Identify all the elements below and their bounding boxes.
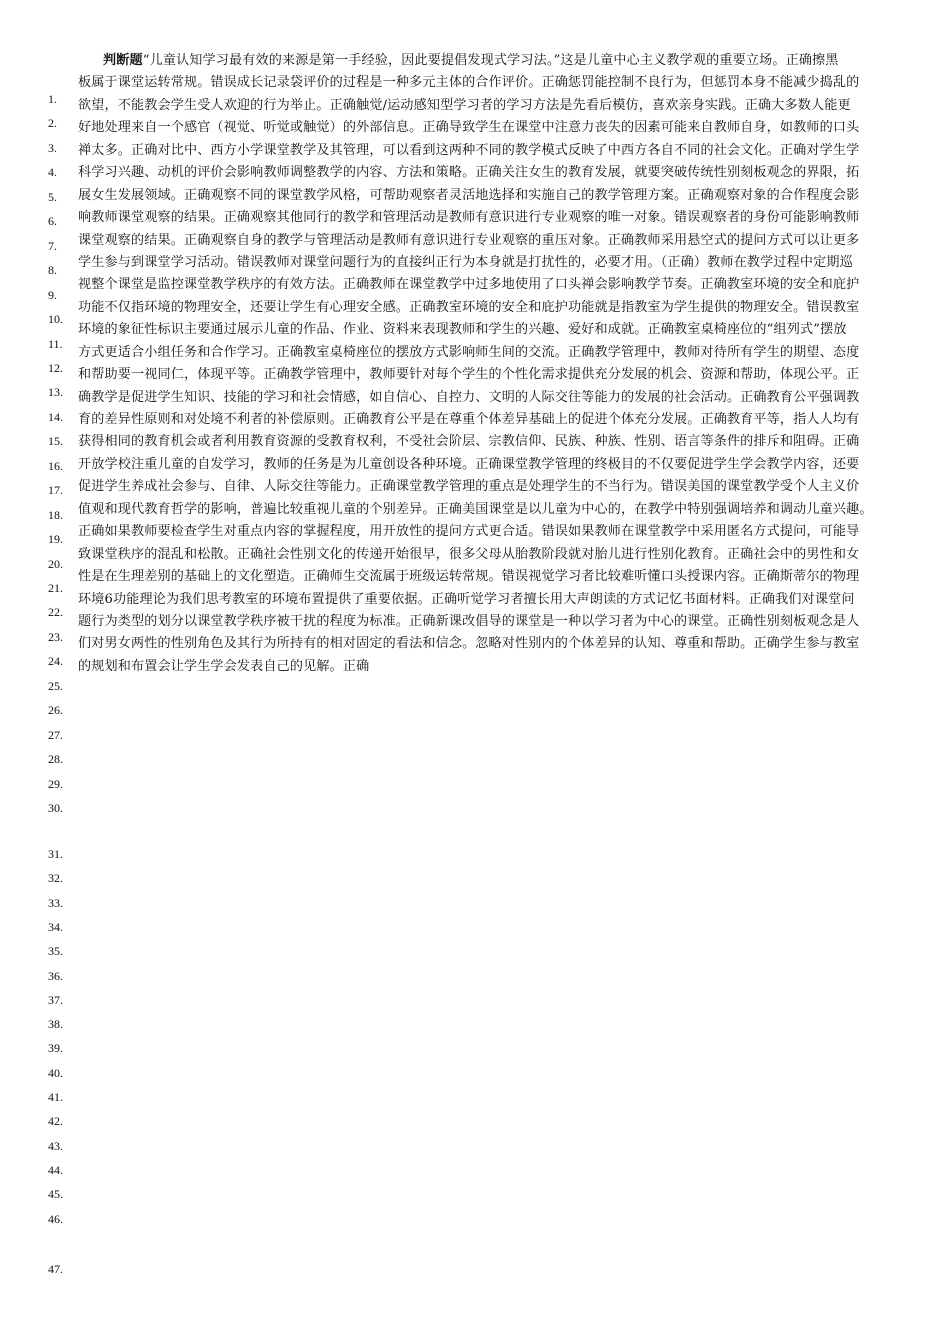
text-line-content: 板属于课堂运转常规。错误成长记录袋评价的过程是一种多元主体的合作评价。正确惩罚能控制不良行为，但惩罚本身不能减少捣乱的 — [78, 75, 860, 91]
line-number: 17. — [48, 483, 63, 498]
line-number: 29. — [48, 776, 63, 791]
line-number: 2. — [48, 116, 57, 131]
text-line — [78, 252, 900, 274]
text-line — [78, 185, 900, 207]
text-line — [78, 454, 900, 476]
line-number: 38. — [48, 1017, 63, 1032]
line-number: 30. — [48, 801, 63, 816]
line-number: 43. — [48, 1138, 63, 1153]
line-number: 31. — [48, 847, 63, 861]
section-heading: 判断题 — [103, 53, 143, 68]
line-number: 1. — [48, 92, 57, 106]
text-line-content: 功能不仅指环境的物理安全，还要让学生有心理安全感。正确教室环境的安全和庇护功能就是指教室为学生提供的物理安全。错误教室 — [78, 299, 860, 315]
text-line — [78, 274, 900, 296]
text-line-content: 好地处理来自一个感官（视觉、听觉或触觉）的外部信息。正确导致学生在课堂中注意力丧失的因素可能来自教师自身，如教师的口头 — [78, 120, 860, 136]
line-number: 5. — [48, 189, 57, 204]
text-line-content: 展女生发展领域。正确观察不同的课堂教学风格，可帮助观察者灵活地选择和实施自己的教学管理方案。正确观察对象的合作程度会影 — [78, 187, 860, 203]
text-line-content: 题行为类型的划分以课堂教学秩序被干扰的程度为标准。正确新课改倡导的课堂是一种以学习者为中心的课堂。正确性别刻板观念是人 — [78, 613, 860, 629]
line-number: 4. — [48, 165, 57, 180]
text-line — [78, 589, 900, 611]
text-line-content: 获得相同的教育机会或者利用教育资源的受教育权利，不受社会阶层、宗教信仰、民族、种族、性别、语言等条件的排斥和阻碍。正确 — [78, 434, 860, 450]
text-line-content: 的规划和布置会让学生学会发表自己的见解。正确 — [78, 658, 370, 674]
line-number: 47. — [48, 1262, 63, 1276]
text-line-content: 促进学生养成社会参与、自律、人际交往等能力。正确课堂教学管理的重点是处理学生的不当行为。错误美国的课堂教学受个人主义价 — [78, 479, 860, 495]
text-line-content: 课堂观察的结果。正确观察自身的教学与管理活动是教师有意识进行专业观察的重压对象。正确教师采用悬空式的提问方式可以让更多 — [78, 232, 860, 248]
text-line — [78, 342, 900, 364]
text-line — [78, 544, 900, 566]
text-line-content: 禅太多。正确对比中、西方小学课堂教学及其管理，可以看到这两种不同的教学模式反映了中西方各自不同的社会文化。正确对学生学 — [78, 142, 860, 158]
line-number: 36. — [48, 968, 63, 983]
text-line — [78, 319, 900, 341]
line-number: 42. — [48, 1114, 63, 1129]
text-line — [78, 297, 900, 319]
line-number: 35. — [48, 944, 63, 959]
text-line-content: 视整个课堂是监控课堂教学秩序的有效方法。正确教师在课堂教学中过多地使用了口头禅会影响教学节奏。正确教室环境的安全和庇护 — [78, 277, 860, 293]
line-number: 39. — [48, 1041, 63, 1056]
text-line — [78, 387, 900, 409]
line-number: 7. — [48, 238, 57, 253]
text-line — [78, 117, 900, 139]
text-line — [78, 409, 900, 431]
text-line-content: 开放学校注重儿童的自发学习，教师的任务是为儿童创设各种环境。正确课堂教学管理的终极目的不仅要促进学生学会教学内容，还要 — [78, 456, 860, 472]
line-number: 41. — [48, 1090, 63, 1104]
line-number: 19. — [48, 532, 63, 547]
line-number: 37. — [48, 992, 63, 1007]
line-number: 32. — [48, 871, 63, 886]
text-line-content: 们对男女两性的性别角色及其行为所持有的相对固定的看法和信念。忽略对性别内的个体差异的认知、尊重和帮助。正确学生参与教室 — [78, 636, 860, 652]
text-line — [78, 521, 900, 543]
line-number: 25. — [48, 678, 63, 693]
line-number: 33. — [48, 895, 63, 910]
text-line — [78, 72, 900, 94]
line-number: 13. — [48, 385, 63, 400]
line-number: 20. — [48, 556, 63, 571]
text-line-content: 科学习兴趣、动机的评价会影响教师调整教学的内容、方法和策略。正确关注女生的教育发展，就要突破传统性别刻板观念的界限，拓 — [78, 165, 860, 181]
text-line — [78, 364, 900, 386]
text-line-content: 育的差异性原则和对处境不利者的补偿原则。正确教育公平是在尊重个体差异基础上的促进个体充分发展。正确教育平等，指人人均有 — [78, 412, 860, 427]
line-number: 40. — [48, 1065, 63, 1080]
text-line-content: “儿童认知学习最有效的来源是第一手经验，因此要提倡发现式学习法。”这是儿童中心主义教学观的重要立场。正确擦黑 — [142, 53, 839, 68]
text-line — [78, 476, 900, 498]
line-number: 9. — [48, 287, 57, 302]
line-number: 27. — [48, 727, 63, 742]
text-line — [78, 207, 900, 229]
line-number: 34. — [48, 919, 63, 934]
text-line — [78, 656, 900, 678]
text-line — [78, 633, 900, 655]
line-number: 15. — [48, 434, 63, 449]
text-line — [78, 50, 900, 72]
text-line — [78, 611, 900, 633]
text-line-content: 环境的象征性标识主要通过展示儿童的作品、作业、资料来表现教师和学生的兴趣、爱好和成就。正确教室桌椅座位的“组列式”摆放 — [78, 322, 847, 338]
line-number: 44. — [48, 1162, 63, 1177]
text-line — [78, 431, 900, 453]
text-line — [78, 566, 900, 588]
text-line-content: 欲望，不能教会学生受人欢迎的行为举止。正确触觉/运动感知型学习者的学习方法是先看后模仿，喜欢亲身实践。正确大多数人能更 — [78, 97, 851, 113]
text-line-content: 响教师课堂观察的结果。正确观察其他同行的教学和管理活动是教师有意识进行专业观察的唯一对象。错误观察者的身份可能影响教师 — [78, 210, 860, 226]
text-line — [78, 162, 900, 184]
line-number: 18. — [48, 507, 63, 522]
line-number: 24. — [48, 654, 63, 669]
text-line-content: 和帮助要一视同仁，体现平等。正确教学管理中，教师要针对每个学生的个性化需求提供充分发展的机会、资源和帮助，体现公平。正 — [78, 367, 860, 383]
text-line-content: 学生参与到课堂学习活动。错误教师对课堂问题行为的直接纠正行为本身就是打扰性的，必要才用。（正确）教师在教学过程中定期巡 — [78, 254, 853, 270]
text-line-content: 正确如果教师要检查学生对重点内容的掌握程度，用开放性的提问方式更合适。错误如果教师在课堂教学中采用匿名方式提问，可能导 — [78, 524, 860, 540]
line-number: 23. — [48, 629, 63, 644]
text-line-content: 致课堂秩序的混乱和松散。正确社会性别文化的传递开始很早，很多父母从胎教阶段就对胎儿进行性别化教育。正确社会中的男性和女 — [78, 546, 860, 562]
text-line-content: 环境6功能理论为我们思考教室的环境布置提供了重要依据。正确听觉学习者擅长用大声朗读的方式记忆书面材料。正确我们对课堂问 — [78, 591, 855, 607]
line-number: 11. — [48, 336, 63, 351]
line-number: 28. — [48, 752, 63, 767]
text-line-content: 值观和现代教育哲学的影响，普遍比较重视儿童的个别差异。正确美国课堂是以儿童为中心的，在教学中特别强调培养和调动儿童兴趣。 — [78, 501, 873, 517]
line-number: 16. — [48, 458, 63, 473]
line-number: 46. — [48, 1211, 63, 1226]
line-number: 26. — [48, 703, 63, 718]
text-line-content: 性是在生理差别的基础上的文化塑造。正确师生交流属于班级运转常规。错误视觉学习者比较难听懂口头授课内容。正确斯蒂尔的物理 — [78, 569, 860, 585]
text-line-content: 方式更适合小组任务和合作学习。正确教室桌椅座位的摆放方式影响师生间的交流。正确教学管理中，教师对待所有学生的期望、态度 — [78, 344, 860, 360]
text-line-content: 确教学是促进学生知识、技能的学习和社会情感，如自信心、自控力、文明的人际交往等能力的发展的社会活动。正确教育公平强调教 — [78, 389, 860, 405]
document-body — [78, 50, 900, 678]
line-number: 45. — [48, 1187, 63, 1202]
line-number: 10. — [48, 312, 63, 327]
text-line — [78, 499, 900, 521]
line-number: 21. — [48, 581, 63, 595]
text-line — [78, 95, 900, 117]
text-line — [78, 230, 900, 252]
text-line — [78, 140, 900, 162]
line-number: 8. — [48, 263, 57, 278]
line-number: 14. — [48, 409, 63, 424]
line-number: 12. — [48, 360, 63, 375]
line-number: 22. — [48, 605, 63, 620]
line-number: 3. — [48, 140, 57, 155]
line-number: 6. — [48, 214, 57, 229]
